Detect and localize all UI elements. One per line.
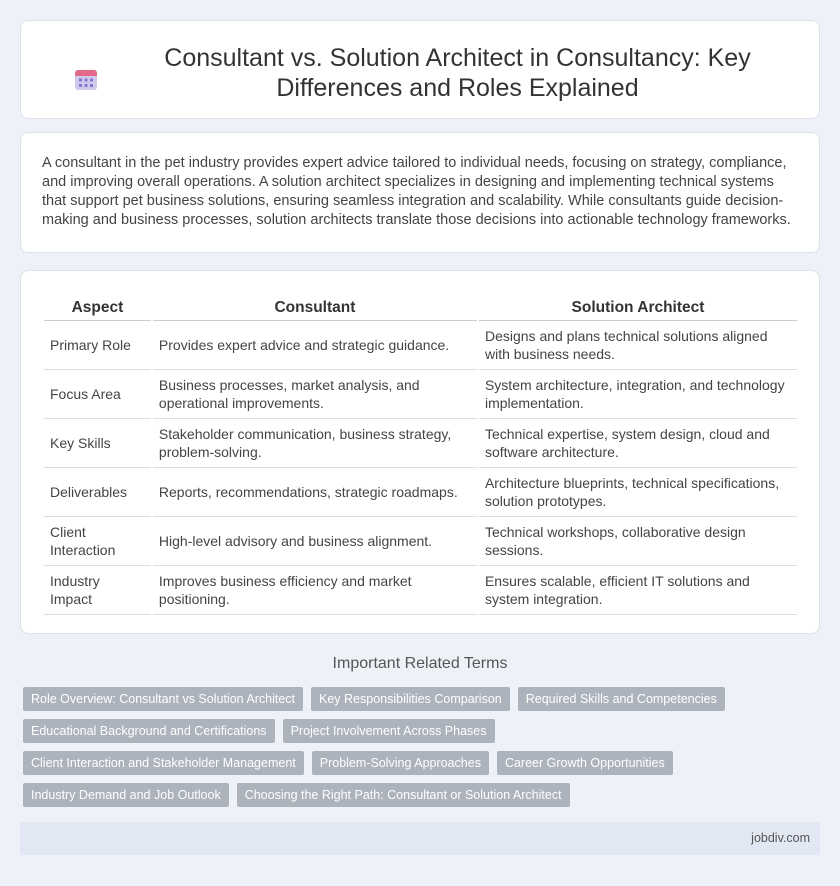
related-term-tag[interactable]: Industry Demand and Job Outlook [23,783,229,807]
row-consultant: Improves business efficiency and market positioning. [153,566,477,615]
related-term-tag[interactable]: Role Overview: Consultant vs Solution Architect [23,687,303,711]
calendar-grid-icon [74,68,98,92]
row-solution-architect: Designs and plans technical solutions aligned with business needs. [479,321,797,370]
row-aspect: Industry Impact [44,566,151,615]
title-card [20,20,820,119]
table-row [44,321,797,370]
footer [20,822,820,855]
row-solution-architect: System architecture, integration, and technology implementation. [479,370,797,419]
table-row [44,419,797,468]
related-terms-list [23,687,783,807]
comparison-table [42,293,799,615]
table-row [44,566,797,615]
comparison-card [20,270,820,634]
row-consultant: Reports, recommendations, strategic roadmaps. [153,468,477,517]
related-term-tag[interactable]: Project Involvement Across Phases [283,719,495,743]
header-consultant: Consultant [153,293,477,321]
row-aspect: Focus Area [44,370,151,419]
footer-site-link[interactable]: jobdiv.com [751,831,810,845]
intro-card [20,132,820,253]
row-consultant: Business processes, market analysis, and operational improvements. [153,370,477,419]
row-aspect: Client Interaction [44,517,151,566]
header-aspect: Aspect [44,293,151,321]
related-term-tag[interactable]: Key Responsibilities Comparison [311,687,510,711]
table-header-row [44,293,797,321]
row-aspect: Primary Role [44,321,151,370]
related-term-tag[interactable]: Career Growth Opportunities [497,751,673,775]
related-term-tag[interactable]: Educational Background and Certifications [23,719,275,743]
header-solution-architect: Solution Architect [479,293,797,321]
row-solution-architect: Technical expertise, system design, cloud and software architecture. [479,419,797,468]
row-solution-architect: Ensures scalable, efficient IT solutions and system integration. [479,566,797,615]
page-title: Consultant vs. Solution Architect in Consultancy: Key Differences and Roles Explained [164,44,751,102]
related-term-tag[interactable]: Required Skills and Competencies [518,687,725,711]
row-aspect: Key Skills [44,419,151,468]
row-consultant: Stakeholder communication, business strategy, problem-solving. [153,419,477,468]
intro-paragraph: A consultant in the pet industry provides expert advice tailored to individual needs, focusing on strategy, compliance, and improving overall operations. A solution architect specializes in designing and implementing technical systems that support pet business solutions, ensuring seamless integration and scalability. While consultants guide decision-making and business processes, solution architects translate those decisions into actionable technology frameworks. [42,155,791,228]
table-row [44,517,797,566]
table-row [44,468,797,517]
row-solution-architect: Architecture blueprints, technical specifications, solution prototypes. [479,468,797,517]
related-terms-heading: Important Related Terms [332,655,508,672]
row-consultant: Provides expert advice and strategic guidance. [153,321,477,370]
row-consultant: High-level advisory and business alignment. [153,517,477,566]
related-term-tag[interactable]: Choosing the Right Path: Consultant or Solution Architect [237,783,570,807]
related-term-tag[interactable]: Client Interaction and Stakeholder Management [23,751,304,775]
table-row [44,370,797,419]
row-aspect: Deliverables [44,468,151,517]
row-solution-architect: Technical workshops, collaborative design sessions. [479,517,797,566]
related-term-tag[interactable]: Problem-Solving Approaches [312,751,489,775]
